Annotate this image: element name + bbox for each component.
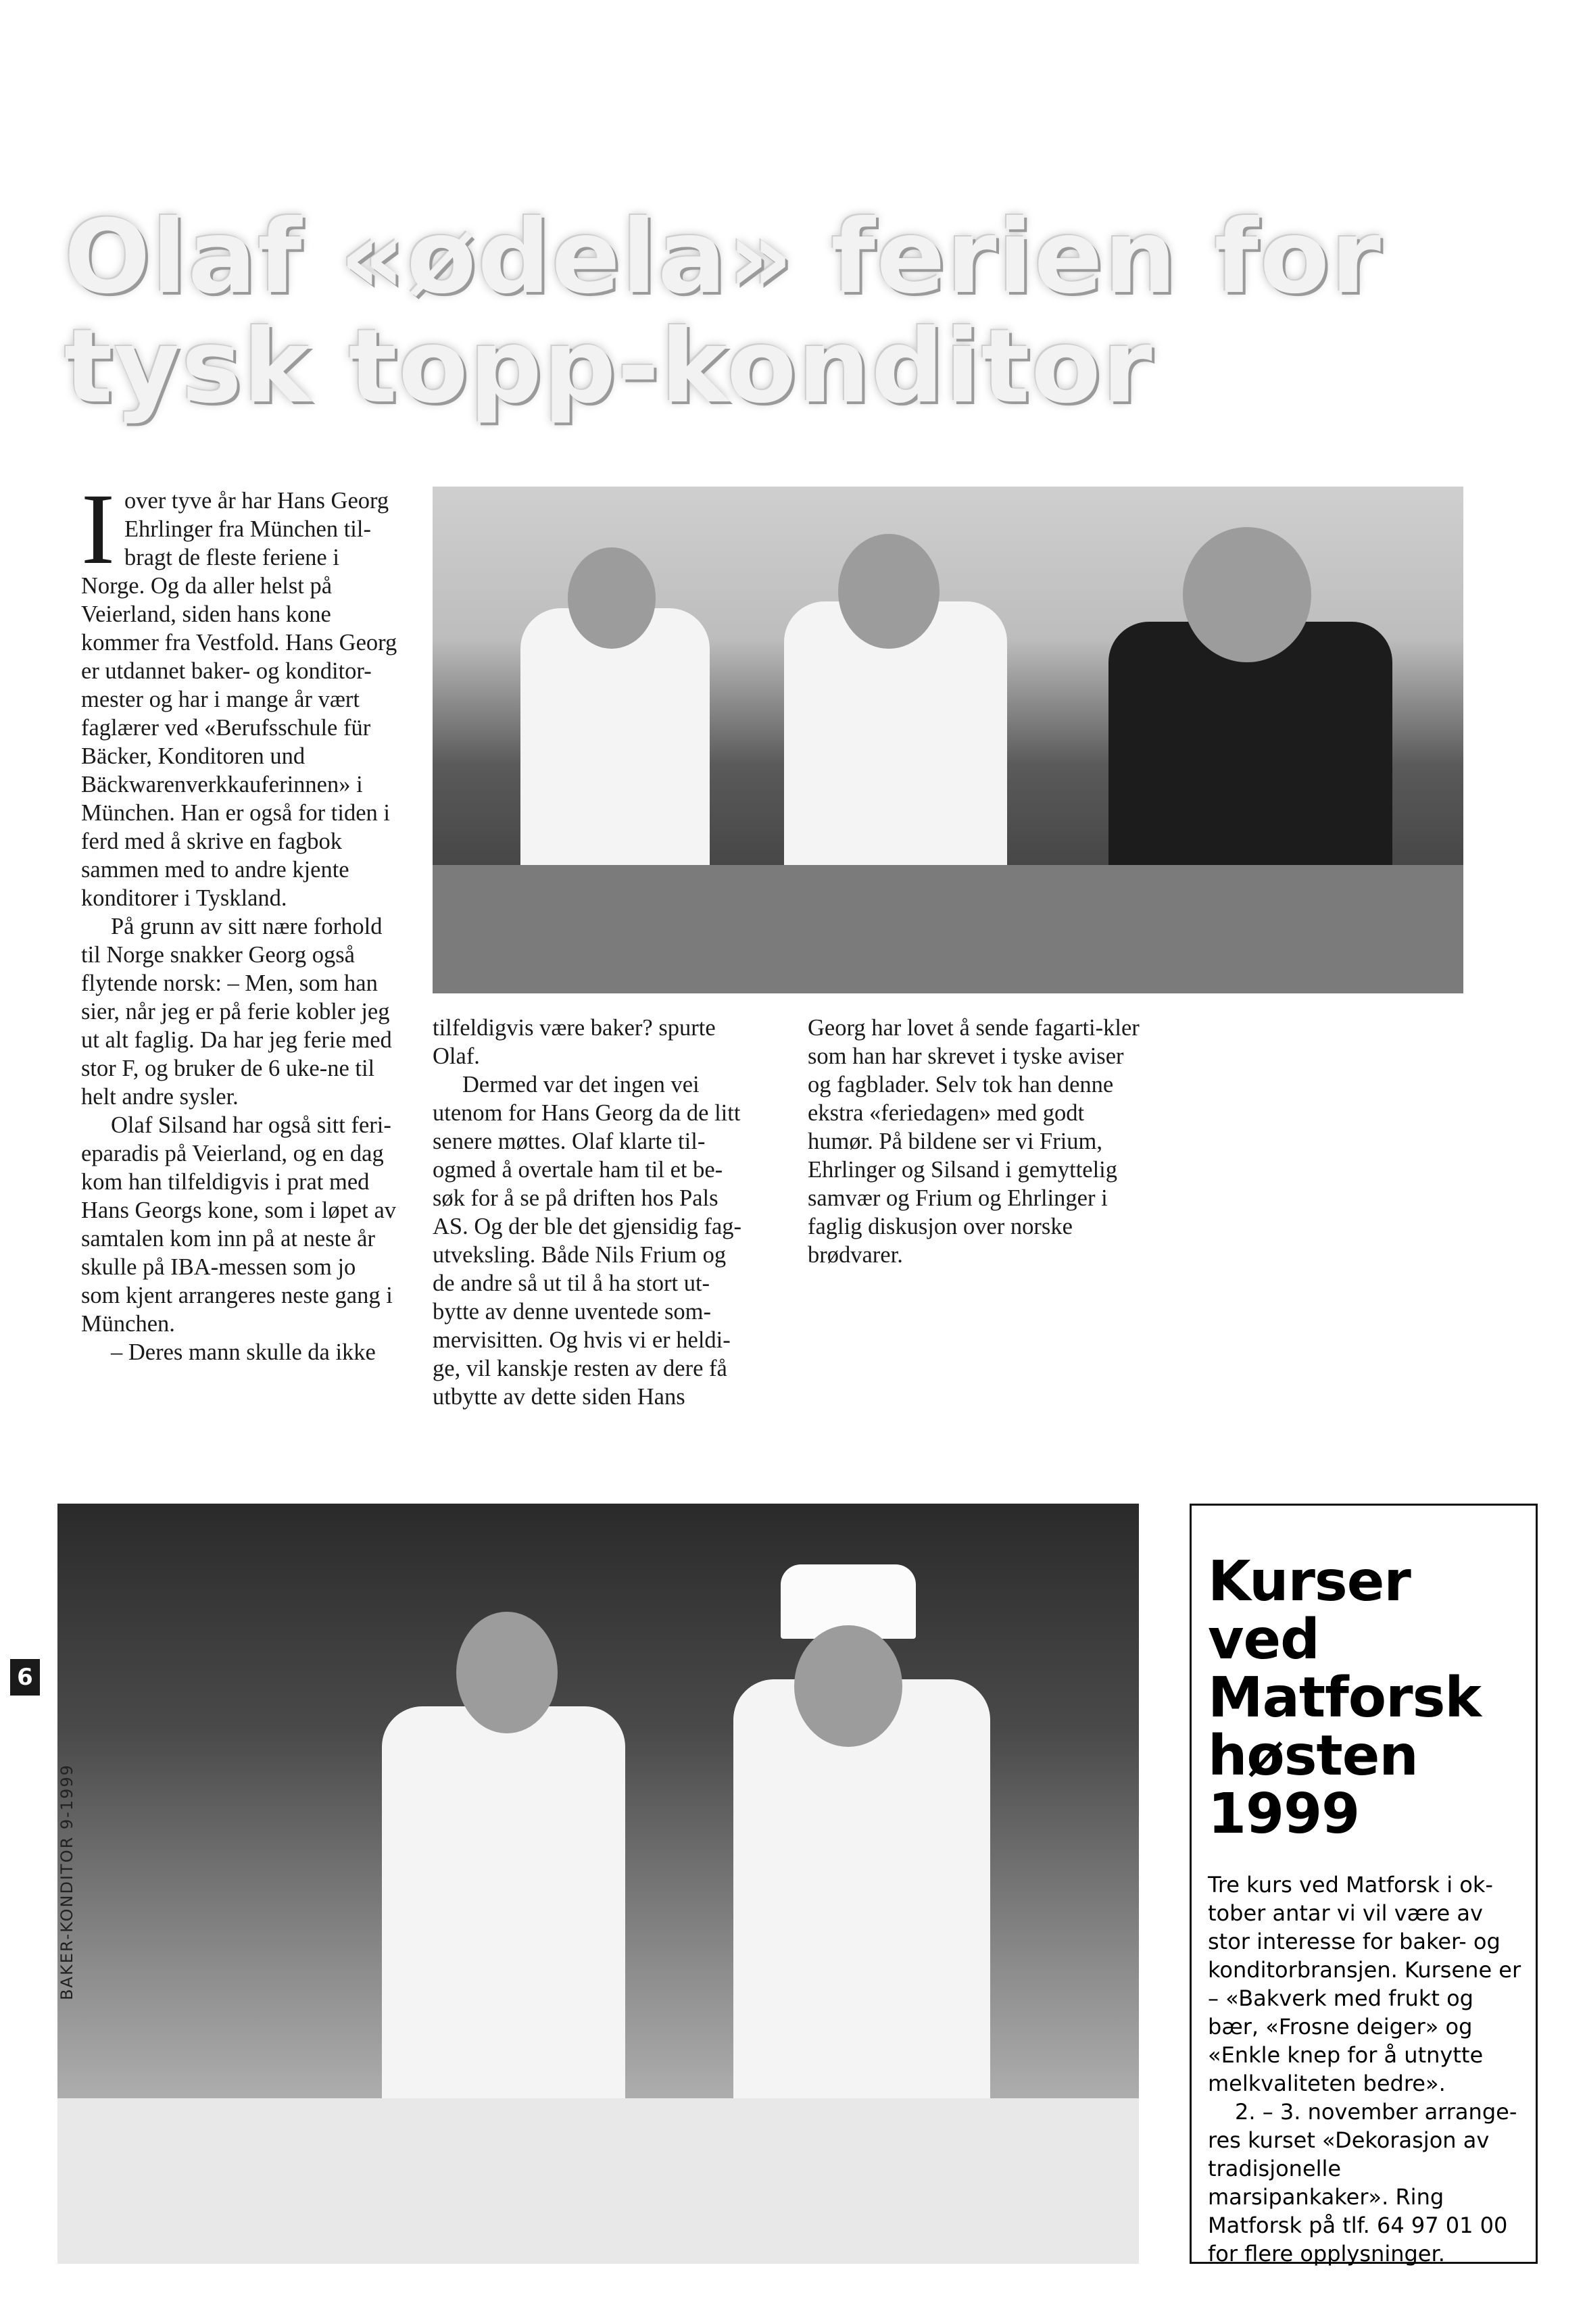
- person-head: [456, 1612, 558, 1733]
- person-figure: [382, 1706, 625, 2112]
- article-paragraph: Olaf Silsand har også sitt feri-eparadis på Veierland, og en dag kom han tilfeldigvis i prat med Hans Georgs kone, som i løpet av samtalen kom inn på at neste år skulle på IBA-messen som jo som kjent arrangeres neste gang i München.: [81, 1112, 397, 1337]
- work-table: [57, 2098, 1139, 2264]
- page-number: 6: [10, 1659, 40, 1696]
- article-paragraph: Georg har lovet å sende fagarti-kler som han har skrevet i tyske aviser og fagblader. Selv tok han denne ekstra «feriedagen» med godt humør. På bildene ser vi Frium, Ehrlinger og Silsand i gemyttelig samvær og Frium og Ehrlinger i faglig diskusjon over norske brødvarer.: [808, 1015, 1140, 1268]
- photo-bakers-in-bakery: [57, 1504, 1139, 2264]
- info-box-paragraph: Tre kurs ved Matforsk i ok-tober antar vi vil være av stor interesse for baker- og konditorbransjen. Kursene er – «Bakverk med frukt og bær, «Frosne deiger» og «Enkle knep for å utnytte melkvaliteten bedre».: [1208, 1872, 1521, 2096]
- table: [433, 865, 1463, 993]
- article-column-3: [808, 1014, 1146, 1269]
- info-box-title: Kurser ved Matforsk høsten 1999: [1208, 1550, 1481, 1846]
- article-column-2: [433, 1014, 750, 1411]
- article-paragraph: I over tyve år har Hans Georg Ehrlinger fra München til-bragt de fleste feriene i Norge. Og da aller helst på Veierland, siden hans kone kommer fra Vestfold. Hans Georg er utdannet baker- og konditor-mester og har i mange år vært faglærer ved «Berufsschule für Bäcker, Konditoren und Bäckwarenverkkauferinnen» i München. Han er også for tiden i ferd med å skrive en fagbok sammen med to andre kjente konditorer i Tyskland.: [81, 473, 397, 911]
- info-box-courses: [1190, 1504, 1538, 2267]
- article-title: Olaf «ødela» ferien for tysk topp-konditor: [64, 199, 1382, 426]
- article-column-1: [81, 473, 399, 1366]
- article-paragraph: – Deres mann skulle da ikke: [111, 1339, 376, 1365]
- person-figure: [733, 1679, 990, 2166]
- article-paragraph: På grunn av sitt nære forhold til Norge snakker Georg også flytende norsk: – Men, som han sier, når jeg er på ferie kobler jeg ut alt faglig. Da har jeg ferie med stor F, og bruker de 6 uke-ne til helt andre sysler.: [81, 914, 392, 1110]
- article-paragraph: tilfeldigvis være baker? spurte Olaf.: [433, 1015, 716, 1069]
- person-head: [1183, 527, 1311, 662]
- person-head: [838, 534, 940, 649]
- drop-cap: I: [81, 473, 115, 585]
- person-figure: [520, 608, 710, 892]
- person-head: [568, 547, 656, 649]
- article-paragraph: Dermed var det ingen vei utenom for Hans Georg da de litt senere møttes. Olaf klarte til-ogmed å overtale ham til et be-søk for å se på driften hos Pals AS. Og der ble det gjensidig fag-utveksling. Både Nils Frium og de andre så ut til å ha stort ut-bytte av denne uventede som-mervisitten. Og hvis vi er heldi-ge, vil kanskje resten av dere få utbytte av dette siden Hans: [433, 1072, 742, 1410]
- magazine-issue-label: BAKER-KONDITOR 9-1999: [57, 1764, 76, 2000]
- person-head: [794, 1625, 902, 1747]
- info-box-paragraph: 2. – 3. november arrange-res kurset «Dekorasjon av tradisjonelle marsipankaker». Ring Matforsk på tlf. 64 97 01 00 for flere opplysninger.: [1208, 2099, 1517, 2267]
- photo-three-bakers-at-table: [433, 487, 1463, 993]
